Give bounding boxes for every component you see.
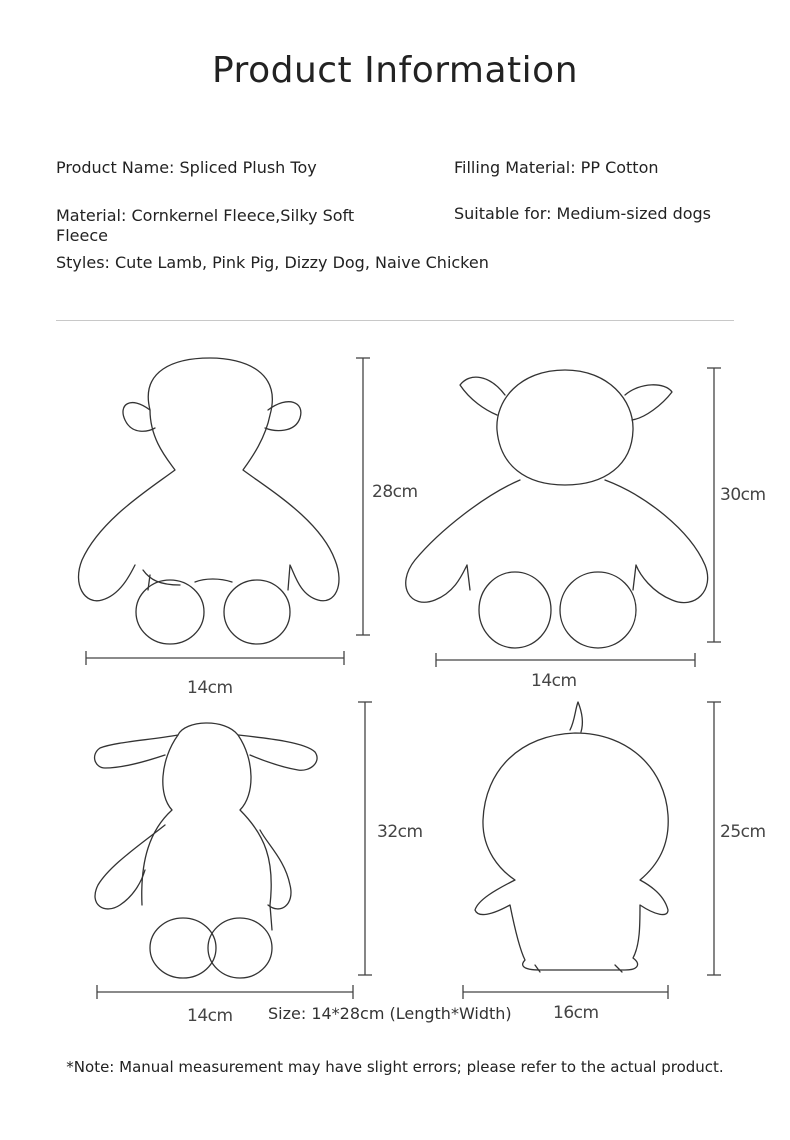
size-text: Size: 14*28cm (Length*Width): [268, 1004, 512, 1023]
suitable-for: Suitable for: Medium-sized dogs: [454, 204, 711, 223]
lamb-outline: [79, 358, 339, 644]
material-line-2: Fleece: [56, 226, 108, 245]
chicken-outline: [475, 702, 668, 972]
chicken-width-label: 16cm: [553, 1003, 599, 1023]
measurement-note: *Note: Manual measurement may have slight errors; please refer to the actual product.: [66, 1058, 724, 1076]
pig-width-label: 14cm: [531, 671, 577, 691]
page-title: Product Information: [211, 50, 579, 91]
pig-outline: [406, 370, 708, 648]
chicken-height-label: 25cm: [720, 822, 766, 842]
lamb-height-label: 28cm: [372, 482, 418, 502]
dog-outline: [95, 723, 318, 978]
product-name: Product Name: Spliced Plush Toy: [56, 158, 317, 177]
pig-height-label: 30cm: [720, 485, 766, 505]
dog-height-label: 32cm: [377, 822, 423, 842]
filling-material: Filling Material: PP Cotton: [454, 158, 659, 177]
material-line-1: Material: Cornkernel Fleece,Silky Soft: [56, 206, 355, 225]
dog-width-label: 14cm: [187, 1006, 233, 1026]
lamb-width-label: 14cm: [187, 678, 233, 698]
styles: Styles: Cute Lamb, Pink Pig, Dizzy Dog, Naive Chicken: [56, 253, 489, 272]
